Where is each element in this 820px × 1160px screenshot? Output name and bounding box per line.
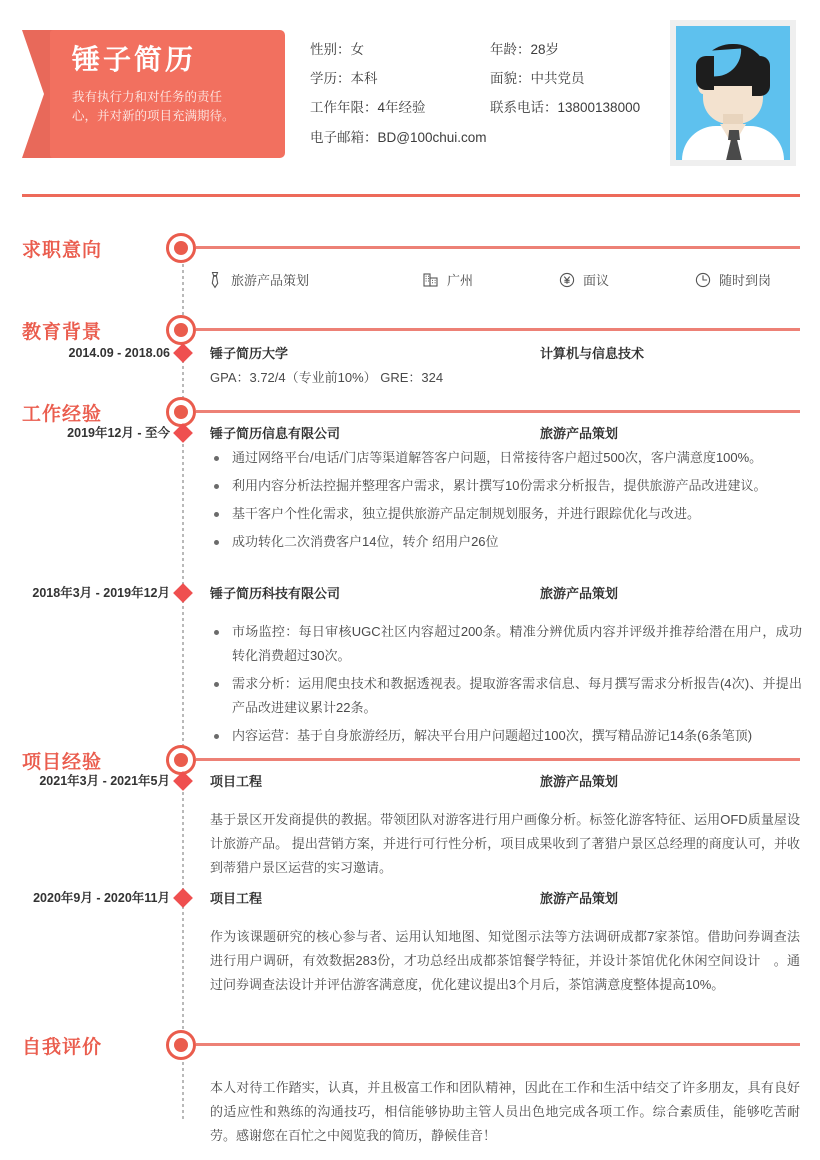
work-bullet: 成功转化二次消费客户14位，转介 绍用户26位 <box>210 530 802 554</box>
candidate-name: 锤子简历 <box>72 44 197 75</box>
avatar <box>670 20 796 166</box>
section-marker-icon <box>166 233 196 263</box>
job-intention-row <box>206 270 806 294</box>
self-evaluation-text: 本人对待工作踏实，认真，并且极富工作和团队精神，因此在工作和生活中结交了许多朋友，具有良好的适应性和熟练的沟通技巧，相信能够协助主管人员出色地完成各项工作。综合素质佳，能够吃苦耐劳。感谢您在百忙之中阅览我的简历，静候佳音！ <box>210 1080 800 1144</box>
work-date: 2018年3月 - 2019年12月 <box>32 586 170 600</box>
entry-diamond-icon <box>173 583 193 603</box>
info-gender: 性别：女 <box>310 42 364 57</box>
section-title-work: 工作经验 <box>22 404 103 425</box>
intention-salary-label: 面议 <box>583 273 610 288</box>
avatar-illustration <box>676 26 790 160</box>
info-row <box>310 67 660 96</box>
work-bullet: 需求分析：运用爬虫技术和教据透视表。提取游客需求信息、每月撰写需求分析报告(4次)、并提出产品改进建议累计22条。 <box>210 672 802 720</box>
section-marker-icon <box>166 315 196 345</box>
work-bullet: 通过网络平台/电话/门店等渠道解答客户问题，日常接待客户超过500次，客户满意度100%。 <box>210 446 802 470</box>
resume-header <box>0 0 820 196</box>
section-marker-icon <box>166 745 196 775</box>
clock-icon <box>694 271 712 289</box>
candidate-slogan: 我有执行力和对任务的责任心，并对新的项目充满期待。 <box>72 90 235 124</box>
info-phone: 联系电话：13800138000 <box>490 100 641 115</box>
info-age: 年龄：28岁 <box>490 42 560 57</box>
section-title-job-intention: 求职意向 <box>22 240 103 261</box>
info-work-years: 工作年限：4年经验 <box>310 100 426 115</box>
project-description: 基于景区开发商提供的教据。带领团队对游客进行用户画像分析。标签化游客特征、运用OFD质量屋设计旅游产品。 提出营销方案，并进行可行性分析，项目成果收到了著猎户景区总经理的商度认可，并收到蒂猎户景区运营的实习邀请。 <box>210 812 800 876</box>
education-detail: GPA：3.72/4（专业前10%） GRE：324 <box>210 370 444 385</box>
section-rule <box>196 1043 800 1046</box>
education-major: 计算机与信息技术 <box>540 346 645 361</box>
intention-position <box>206 270 309 289</box>
section-rule <box>196 758 800 761</box>
education-school: 锤子简历大学 <box>210 346 289 361</box>
work-bullet-list <box>210 446 802 558</box>
intention-city <box>422 270 473 289</box>
entry-diamond-icon <box>173 343 193 363</box>
work-bullet: 市场监控：每日审核UGC社区内容超过200条。精准分辨优质内容并评级并推荐给潜在用户，成功转化消费超过30次。 <box>210 620 802 668</box>
project-position: 旅游产品策划 <box>540 891 619 906</box>
section-rule <box>196 410 800 413</box>
yen-circle-icon <box>558 271 576 289</box>
project-name: 项目工程 <box>210 774 263 789</box>
personal-info-grid <box>310 38 660 125</box>
work-company: 锤子简历信息有限公司 <box>210 426 341 441</box>
building-icon <box>422 271 440 289</box>
intention-availability-label: 随时到岗 <box>719 273 772 288</box>
intention-position-label: 旅游产品策划 <box>231 273 310 288</box>
info-email: 电子邮箱：BD@100chui.com <box>310 130 487 145</box>
work-bullet: 基干客户个性化需求，独立提供旅游产品定制规划服务，并进行跟踪优化与改进。 <box>210 502 802 526</box>
project-date: 2021年3月 - 2021年5月 <box>39 774 170 788</box>
project-name: 项目工程 <box>210 891 263 906</box>
section-title-education: 教育背景 <box>22 322 103 343</box>
name-ribbon <box>22 30 285 158</box>
work-position: 旅游产品策划 <box>540 586 619 601</box>
header-divider <box>22 194 800 197</box>
work-company: 锤子简历科技有限公司 <box>210 586 341 601</box>
work-date: 2019年12月 - 至今 <box>67 426 170 440</box>
section-marker-icon <box>166 397 196 427</box>
info-political-status: 面貌：中共党员 <box>490 71 585 86</box>
intention-city-label: 广州 <box>447 273 474 288</box>
work-bullet-list <box>210 620 802 752</box>
timeline-dotted-line <box>182 240 184 1120</box>
section-rule <box>196 246 800 249</box>
project-position: 旅游产品策划 <box>540 774 619 789</box>
info-row <box>310 96 660 125</box>
necktie-icon <box>206 271 224 289</box>
intention-salary <box>558 270 609 289</box>
section-title-project: 项目经验 <box>22 752 103 773</box>
project-description: 作为该课题研究的核心参与者、运用认知地图、知觉图示法等方法调研成都7家茶馆。借助问券调查法进行用户调研，有效数据283份，才功总经出成都茶馆餐学特征，并设计茶馆优化休闲空间设计 。通过问券调查法设计并评估游客满意度，优化建议提出3个月后，茶馆满意度整体提高10%。 <box>210 929 800 993</box>
work-position: 旅游产品策划 <box>540 426 619 441</box>
work-bullet: 利用内容分析法控掘并整理客户需求，累计撰写10份需求分析报告，提供旅游产品改进建议。 <box>210 474 802 498</box>
section-marker-icon <box>166 1030 196 1060</box>
section-rule <box>196 328 800 331</box>
info-education: 学历：本科 <box>310 71 378 86</box>
work-bullet: 内容运营：基于自身旅游经历，解决平台用户问题超过100次，撰写精品游记14条(6条笔顶) <box>210 724 802 748</box>
section-title-self: 自我评价 <box>22 1037 103 1058</box>
intention-availability <box>694 270 771 289</box>
info-row <box>310 38 660 67</box>
education-date: 2014.09 - 2018.06 <box>68 346 170 360</box>
entry-diamond-icon <box>173 888 193 908</box>
project-date: 2020年9月 - 2020年11月 <box>33 891 170 905</box>
